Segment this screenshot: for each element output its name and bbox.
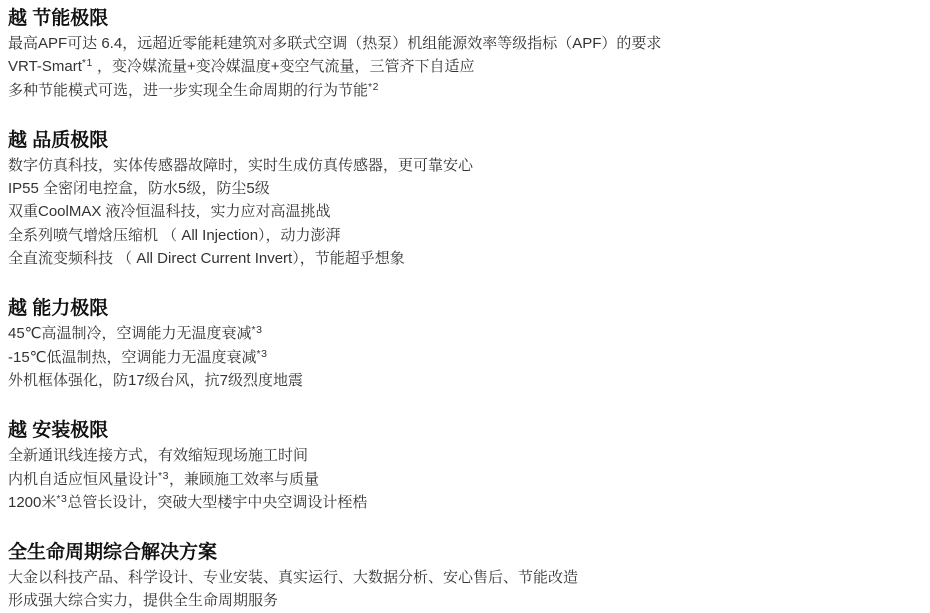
- text-line: [8, 247, 920, 270]
- footnote-marker: *2: [368, 80, 379, 93]
- text-segment: 全系列喷气增焓压缩机 （ All Injection），动力澎湃: [8, 226, 341, 244]
- section-title: 越 品质极限: [8, 129, 109, 151]
- text-segment: 数字仿真科技，实体传感器故障时，实时生成仿真传感器，更可靠安心: [8, 156, 474, 174]
- text-segment: 全直流变频科技 （ All Direct Current Invert），节能超乎想象: [8, 250, 405, 268]
- text-line: [8, 177, 920, 200]
- text-segment: 总管长设计，突破大型楼宇中央空调设计桎梏: [67, 493, 368, 511]
- text-line: [8, 566, 920, 589]
- text-segment: 最高APF可达 6.4，远超近零能耗建筑对多联式空调（热泵）机组能源效率等级指标（APF）的要求: [8, 35, 662, 52]
- footnote-marker: *3: [56, 492, 68, 505]
- footnote-marker: *3: [256, 347, 268, 360]
- text-line: [8, 444, 920, 467]
- text-segment: -15℃低温制热，空调能力无温度衰减: [8, 348, 257, 366]
- text-segment: 45℃高温制冷，空调能力无温度衰减: [8, 325, 252, 343]
- text-line: [8, 154, 920, 177]
- section-title: 越 安装极限: [8, 420, 109, 442]
- text-line: [8, 322, 920, 345]
- section-1: [8, 127, 920, 270]
- text-segment: 内机自适应恒风量设计: [8, 470, 159, 488]
- text-segment: 双重CoolMAX 液冷恒温科技，实力应对高温挑战: [8, 203, 331, 221]
- section-title: 越 节能极限: [8, 8, 109, 29]
- text-line: [8, 224, 920, 247]
- section-2: [8, 295, 920, 392]
- text-segment: 多种节能模式可选，进一步实现全生命周期的行为节能: [8, 81, 369, 99]
- section-0: [8, 5, 920, 102]
- section-4: [8, 539, 920, 613]
- text-segment: VRT-Smart: [8, 58, 82, 76]
- section-title: 越 能力极限: [8, 298, 109, 320]
- footnote-marker: *3: [251, 324, 263, 337]
- text-segment: 外机框体强化，防17级台风，抗7级烈度地震: [8, 371, 304, 389]
- text-line: [8, 200, 920, 223]
- footnote-marker: *1: [81, 57, 93, 70]
- text-line: [8, 79, 920, 102]
- footnote-marker: *3: [158, 469, 169, 482]
- text-line: [8, 468, 920, 491]
- text-line: [8, 589, 920, 612]
- text-segment: ，兼顾施工效率与质量: [168, 470, 319, 488]
- text-segment: IP55 全密闭电控盒，防水5级，防尘5级: [8, 180, 270, 198]
- text-line: [8, 346, 920, 369]
- text-segment: 大金以科技产品、科学设计、专业安装、真实运行、大数据分析、安心售后、节能改造: [8, 569, 579, 587]
- text-line: [8, 55, 920, 78]
- text-line: [8, 369, 920, 392]
- text-segment: 全新通讯线连接方式，有效缩短现场施工时间: [8, 447, 309, 465]
- text-segment: ，变冷媒流量+变冷媒温度+变空气流量，三管齐下自适应: [92, 58, 475, 76]
- text-segment: 1200米: [8, 493, 57, 511]
- text-line: [8, 491, 920, 514]
- section-3: [8, 417, 920, 514]
- text-segment: 形成强大综合实力，提供全生命周期服务: [8, 592, 279, 610]
- text-line: [8, 32, 920, 55]
- section-title: 全生命周期综合解决方案: [8, 542, 218, 564]
